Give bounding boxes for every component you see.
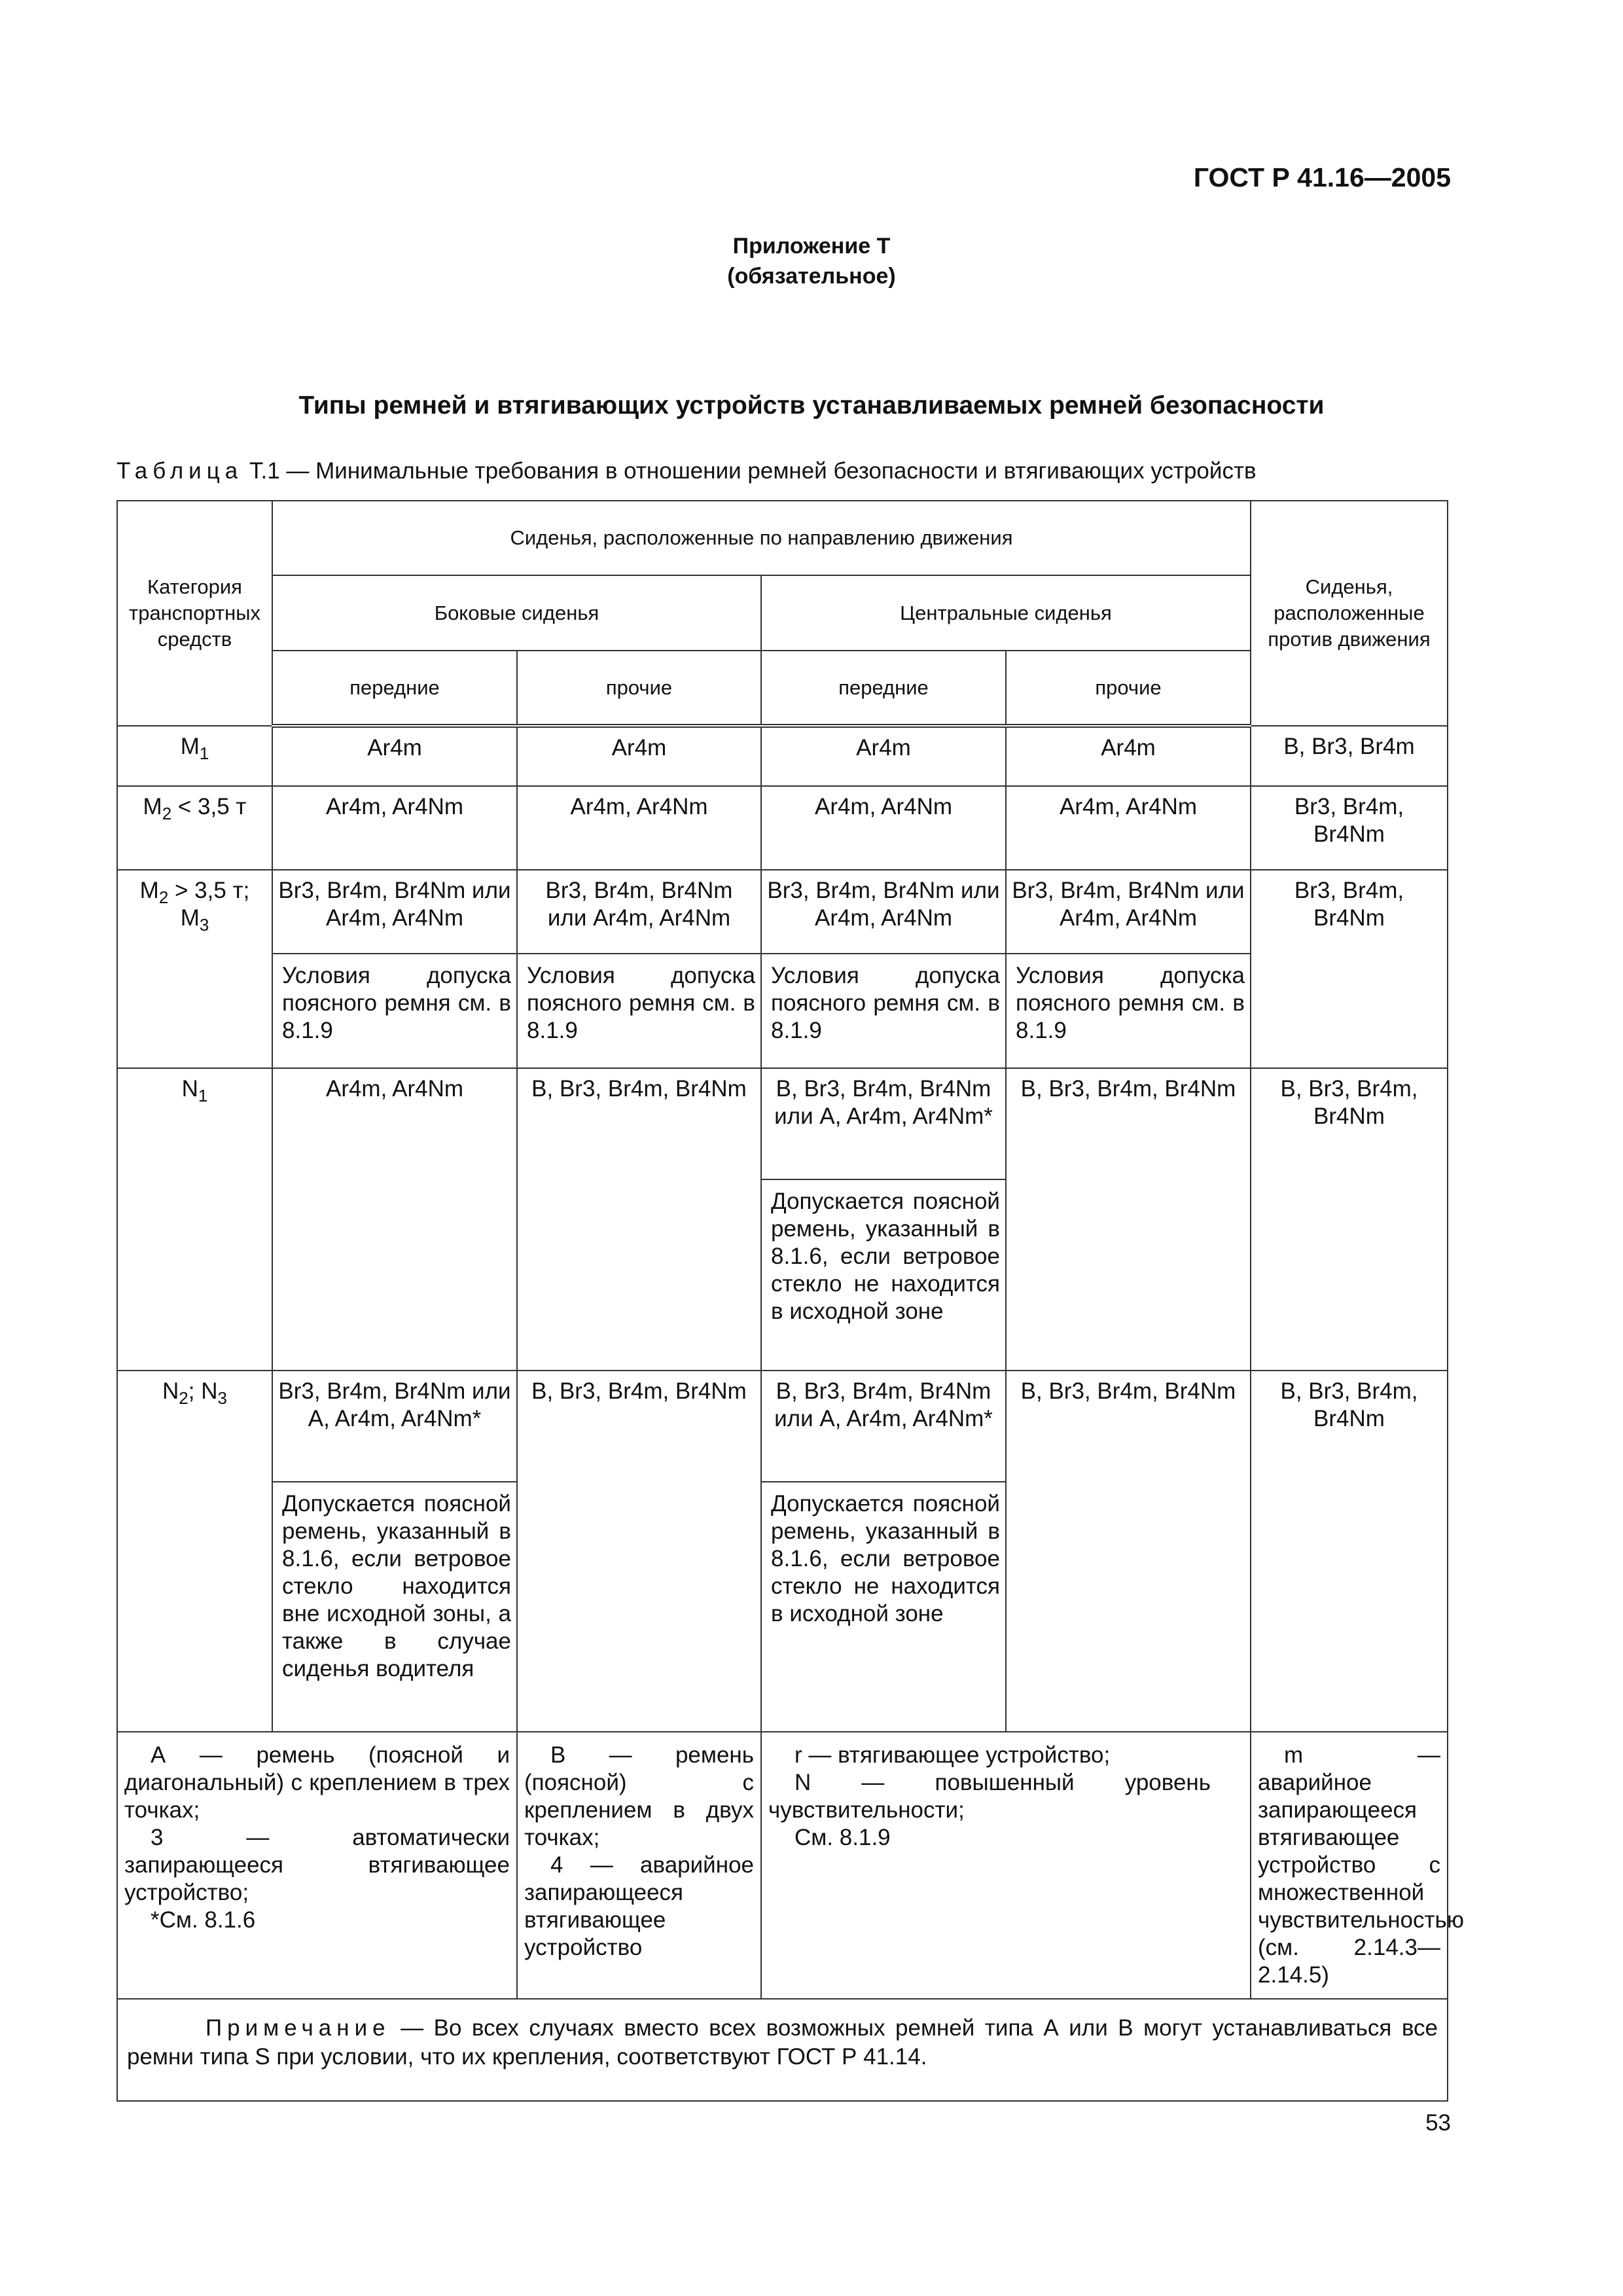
table-row <box>117 726 1448 786</box>
condition-note: Условия допуска поясного ремня см. в 8.1.9 <box>517 954 761 1068</box>
table-cell: B, Br3, Br4m, Br4Nm <box>1251 1068 1448 1371</box>
legend-cell: m — аварийное запирающееся втягивающее устройство с множественной чувствительностью (см. 2.14.3—2.14.5) <box>1251 1732 1448 1999</box>
header-side-front: передние <box>272 651 517 726</box>
table-cell: B, Br3, Br4m, Br4Nm <box>517 1068 761 1371</box>
table-row <box>117 1068 1448 1179</box>
standard-header: ГОСТ Р 41.16—2005 <box>1193 162 1451 192</box>
table-cell: Br3, Br4m, Br4Nm или Ar4m, Ar4Nm <box>517 870 761 954</box>
table-cell: Ar4m, Ar4Nm <box>272 786 517 870</box>
table-cell: B, Br3, Br4m, Br4Nm или A, Ar4m, Ar4Nm* <box>761 1068 1006 1179</box>
condition-note: Условия допуска поясного ремня см. в 8.1.9 <box>1006 954 1251 1068</box>
page-number: 53 <box>1425 2110 1451 2136</box>
header-forward-seats: Сиденья, расположенные по направлению движения <box>272 501 1251 575</box>
table-cell: Ar4m, Ar4Nm <box>1006 786 1251 870</box>
table-cell: Ar4m <box>272 726 517 786</box>
category-cell: $M_2 > 3,5$ т; $M_3$ <box>117 870 272 1068</box>
table-row <box>117 786 1448 870</box>
appendix-title: Приложение Т <box>732 234 891 259</box>
table-caption-label: Таблица <box>116 458 243 484</box>
table-cell: B, Br3, Br4m, Br4Nm <box>1006 1068 1251 1371</box>
legend-row <box>117 1732 1448 1999</box>
table-cell: Br3, Br4m, Br4Nm или A, Ar4m, Ar4Nm* <box>272 1371 517 1482</box>
category-cell: $N_2$; $N_3$ <box>117 1371 272 1732</box>
table-cell: B, Br3, Br4m, Br4Nm или A, Ar4m, Ar4Nm* <box>761 1371 1006 1482</box>
table-cell: B, Br3, Br4m <box>1251 726 1448 786</box>
table-cell: Br3, Br4m, Br4Nm или Ar4m, Ar4Nm <box>761 870 1006 954</box>
condition-note: Допускается поясной ремень, указанный в 8.1.6, если ветровое стекло находится вне исходной зоны, а также в случае сиденья водителя <box>272 1482 517 1732</box>
table-cell: B, Br3, Br4m, Br4Nm <box>517 1371 761 1732</box>
appendix-status: (обязательное) <box>727 264 896 289</box>
table-cell: Ar4m, Ar4Nm <box>272 1068 517 1371</box>
section-title: Типы ремней и втягивающих устройств устанавливаемых ремней безопасности <box>298 391 1325 420</box>
header-side-seats: Боковые сиденья <box>272 575 761 651</box>
legend-cell: В — ремень (поясной) с креплением в двух точках; 4 — аварийное запирающееся втягивающее устройство <box>517 1732 761 1999</box>
header-side-other: прочие <box>517 651 761 726</box>
table-cell: Ar4m <box>761 726 1006 786</box>
table-row <box>117 954 1448 1068</box>
category-cell: $N_1$ <box>117 1068 272 1371</box>
category-cell: $M_1$ <box>117 726 272 786</box>
seat-belt-requirements-table <box>116 500 1465 2102</box>
table-note: Примечание — Во всех случаях вместо всех возможных ремней типа А или В могут устанавливаться все ремни типа S при условии, что их крепления, соответствуют ГОСТ Р 41.14. <box>117 1999 1448 2101</box>
table-cell: B, Br3, Br4m, Br4Nm <box>1251 1371 1448 1732</box>
condition-note: Допускается поясной ремень, указанный в 8.1.6, если ветровое стекло не находится в исходной зоне <box>761 1482 1006 1732</box>
table-cell: Ar4m, Ar4Nm <box>761 786 1006 870</box>
table-caption <box>116 458 1257 484</box>
legend-cell: А — ремень (поясной и диагональный) с креплением в трех точках; 3 — автоматически запирающееся втягивающее устройство; *См. 8.1.6 <box>117 1732 517 1999</box>
header-central-other: прочие <box>1006 651 1251 726</box>
header-central-seats: Центральные сиденья <box>761 575 1251 651</box>
table-cell: Ar4m, Ar4Nm <box>517 786 761 870</box>
header-central-front: передние <box>761 651 1006 726</box>
table-cell: Br3, Br4m, Br4Nm или Ar4m, Ar4Nm <box>272 870 517 954</box>
table-cell: Ar4m <box>1006 726 1251 786</box>
table-row <box>117 870 1448 954</box>
table-cell: Br3, Br4m, Br4Nm <box>1251 786 1448 870</box>
condition-note: Условия допуска поясного ремня см. в 8.1.9 <box>761 954 1006 1068</box>
header-rearward-seats: Сиденья, расположенные против движения <box>1251 501 1448 726</box>
category-cell: $M_2 < 3,5$ т <box>117 786 272 870</box>
table-caption-text: Т.1 — Минимальные требования в отношении ремней безопасности и втягивающих устройств <box>249 458 1257 484</box>
condition-note: Условия допуска поясного ремня см. в 8.1.9 <box>272 954 517 1068</box>
note-row <box>117 1999 1448 2101</box>
header-category: Категория транспортных средств <box>117 501 272 726</box>
table-cell: B, Br3, Br4m, Br4Nm <box>1006 1371 1251 1732</box>
table-row <box>117 1371 1448 1482</box>
legend-cell: r — втягивающее устройство; N — повышенный уровень чувствительности; См. 8.1.9 <box>761 1732 1251 1999</box>
table-cell: Br3, Br4m, Br4Nm <box>1251 870 1448 1068</box>
condition-note: Допускается поясной ремень, указанный в 8.1.6, если ветровое стекло не находится в исходной зоне <box>761 1179 1006 1371</box>
table-cell: Br3, Br4m, Br4Nm или Ar4m, Ar4Nm <box>1006 870 1251 954</box>
table-cell: Ar4m <box>517 726 761 786</box>
